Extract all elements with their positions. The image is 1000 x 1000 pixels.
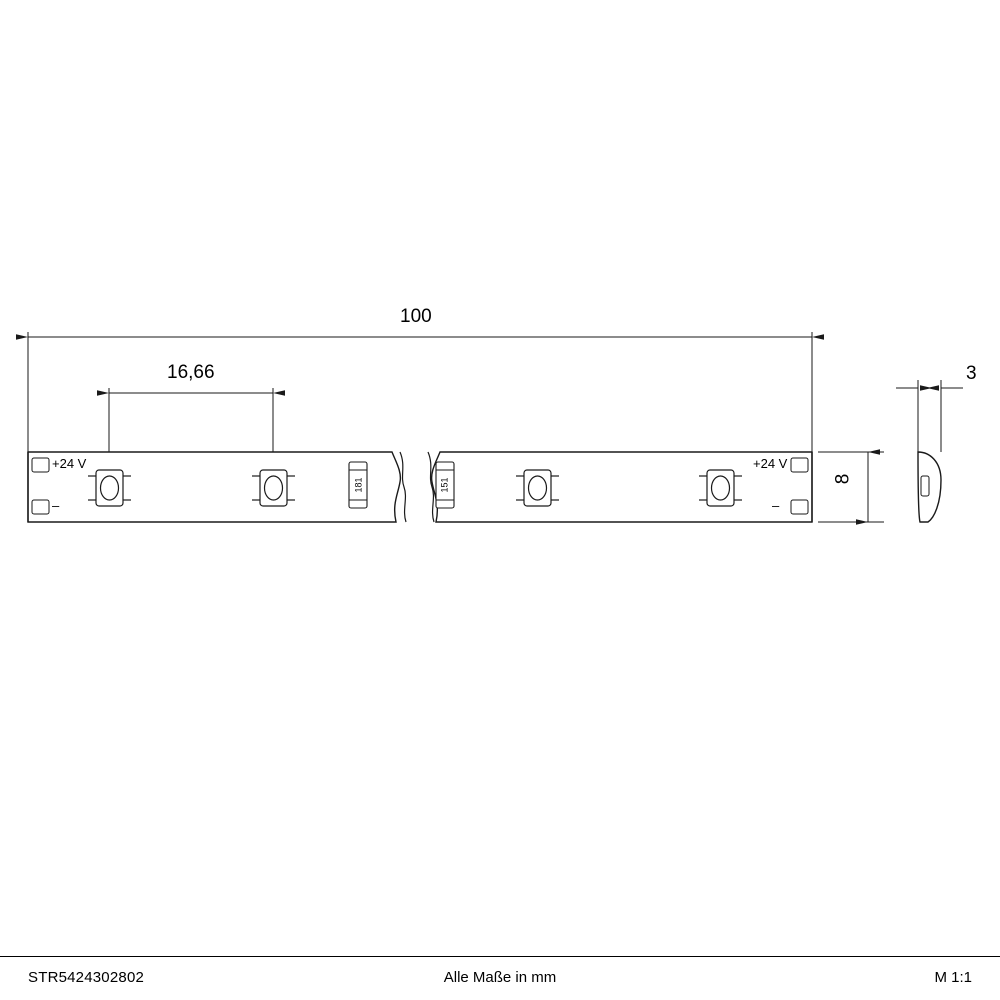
dimension-label-pitch: 16,66 xyxy=(167,362,215,383)
title-block xyxy=(0,956,1000,1000)
dimension-label-width: 8 xyxy=(832,473,854,485)
label-negative-right: – xyxy=(772,498,780,513)
label-negative-left: – xyxy=(52,498,60,513)
scale-label: M 1:1 xyxy=(934,969,972,986)
units-note: Alle Maße in mm xyxy=(443,969,557,986)
dimension-label-thickness: 3 xyxy=(966,363,977,384)
label-positive-left: +24 V xyxy=(52,456,87,471)
chip-marking-right: 151 xyxy=(439,477,450,493)
chip-marking-left: 181 xyxy=(353,477,364,493)
dimension-label-total-length: 100 xyxy=(400,306,432,327)
label-positive-right: +24 V xyxy=(753,456,788,471)
break-line xyxy=(400,452,434,522)
drawing-number: STR5424302802 xyxy=(28,969,145,986)
cross-section-profile xyxy=(918,452,941,522)
